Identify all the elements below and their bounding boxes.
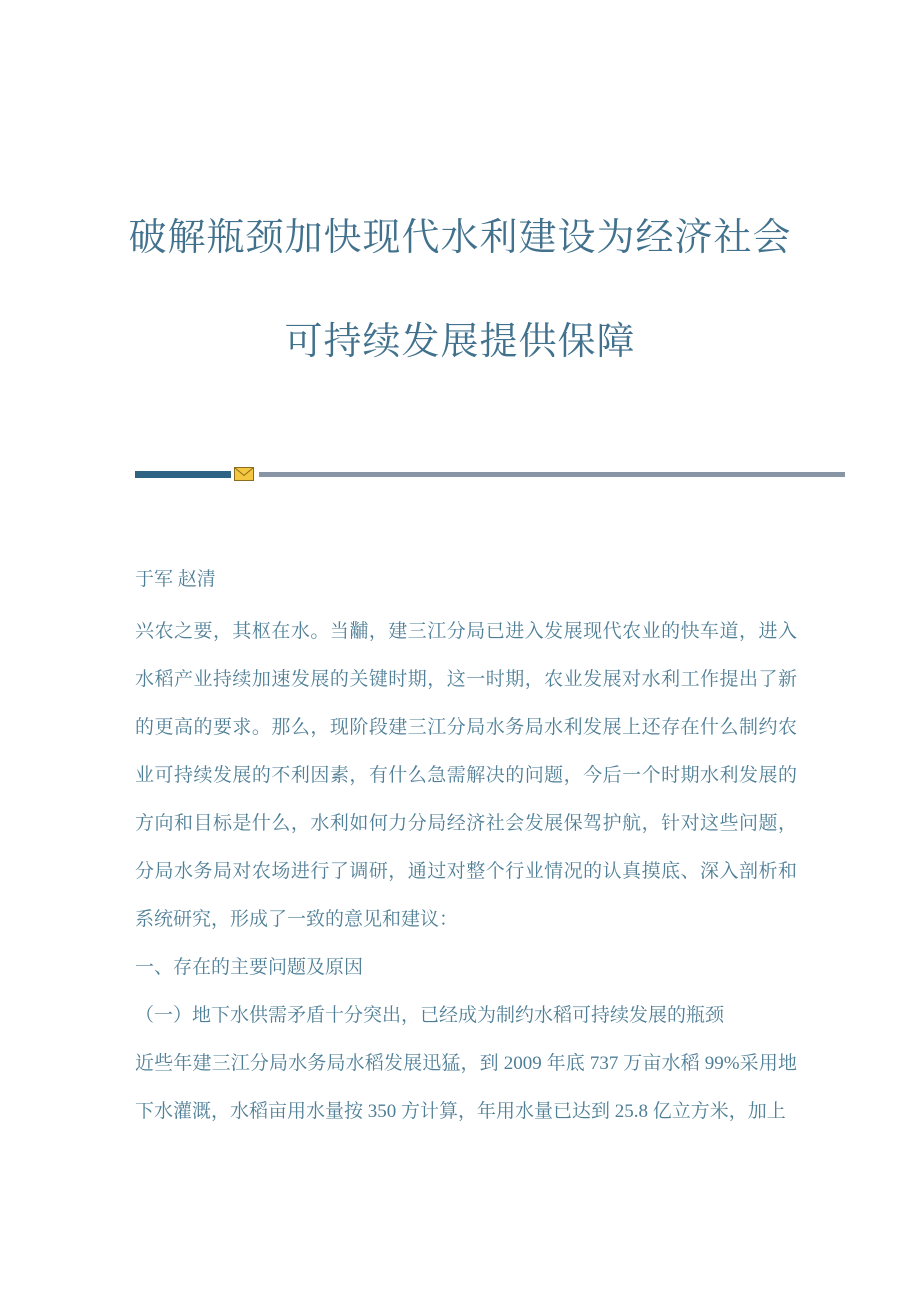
article-body xyxy=(135,556,797,1136)
article-heading-section-1: 一、存在的主要问题及原因 xyxy=(135,957,364,978)
page-title-line-1: 破解瓶颈加快现代水利建设为经济社会 xyxy=(128,217,792,259)
title-divider xyxy=(135,466,845,482)
article-paragraph-data: 近些年建三江分局水务局水稻发展迅猛，到 2009 年底 737 万亩水稻 99%采用地下水灌溉，水稻亩用水量按 350 方计算，年用水量已达到 25.8 亿立方米，加上 xyxy=(135,1053,797,1122)
envelope-icon xyxy=(234,467,254,481)
divider-dark-segment xyxy=(135,471,231,478)
page-title-line-2: 可持续发展提供保障 xyxy=(284,321,636,363)
article-authors: 于军 赵清 xyxy=(135,569,216,590)
page-title xyxy=(60,205,860,413)
article-heading-subsection-1: （一）地下水供需矛盾十分突出，已经成为制约水稻可持续发展的瓶颈 xyxy=(135,1005,725,1026)
article-paragraph-intro: 兴农之要，其枢在水。当黼，建三江分局已进入发展现代农业的快车道，进入水稻产业持续加速发展的关键时期，这一时期，农业发展对水利工作提出了新的更高的要求。那么，现阶段建三江分局水务局水利发展上还存在什么制约农业可持续发展的不利因素，有什么急需解决的问题，今后一个时期水利发展的方向和目标是什么，水利如何力分局经济社会发展保驾护航，针对这些问题，分局水务局对农场进行了调研，通过对整个行业情况的认真摸底、深入剖析和系统研究，形成了一致的意见和建议： xyxy=(135,621,797,930)
divider-light-segment xyxy=(259,472,845,477)
